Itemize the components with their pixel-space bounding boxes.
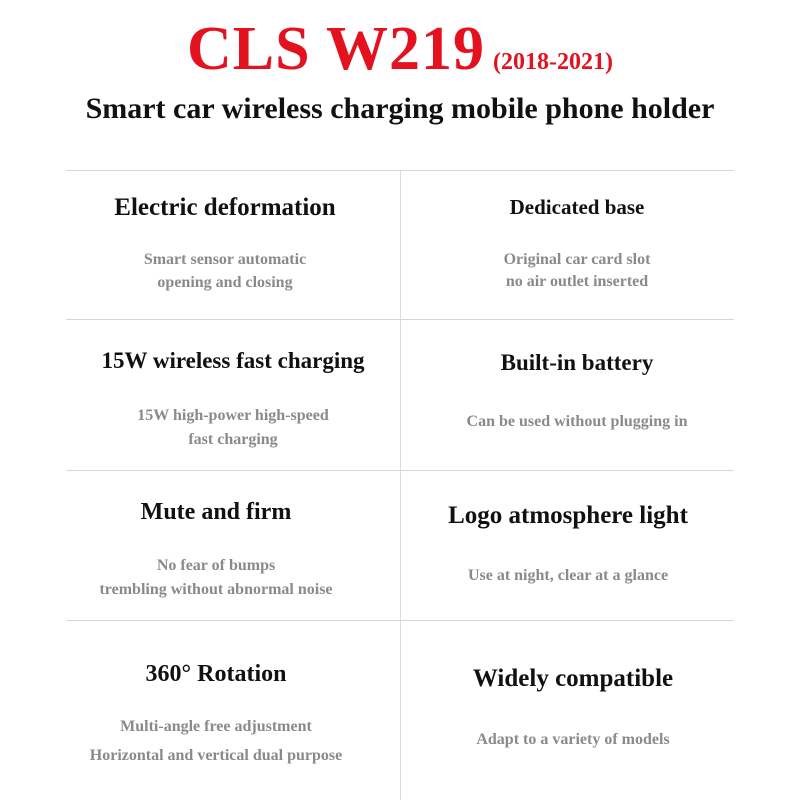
feature-desc-line: Can be used without plugging in [466, 413, 688, 430]
feature-grid [66, 170, 734, 800]
feature-title: 15W wireless fast charging [101, 348, 365, 373]
page-subtitle: Smart car wireless charging mobile phone holder [85, 92, 715, 125]
feature-desc-line: opening and closing [157, 274, 293, 291]
feature-desc-line: Smart sensor automatic [143, 251, 307, 268]
feature-dedicated-base [401, 170, 753, 319]
feature-desc-line: trembling without abnormal noise [99, 581, 333, 598]
feature-desc-line: No fear of bumps [156, 557, 276, 574]
feature-widely-compatible [401, 621, 745, 800]
feature-title: Electric deformation [114, 194, 336, 221]
feature-title: 360° Rotation [145, 661, 287, 687]
feature-title: Dedicated base [509, 195, 645, 219]
feature-electric-deformation [66, 170, 384, 319]
feature-desc-line: no air outlet inserted [505, 273, 649, 290]
feature-desc-line: Original car card slot [503, 251, 651, 268]
feature-desc-line: Use at night, clear at a glance [467, 567, 669, 584]
feature-mute-and-firm [66, 471, 366, 620]
feature-desc-line: Multi-angle free adjustment [120, 718, 312, 735]
feature-title: Logo atmosphere light [448, 502, 688, 529]
feature-desc-line: Adapt to a variety of models [476, 731, 670, 748]
feature-desc-line: Horizontal and vertical dual purpose [89, 747, 343, 764]
page-title [0, 14, 800, 85]
model-years: (2018-2021) [493, 49, 613, 75]
feature-title: Mute and firm [140, 499, 292, 525]
feature-title: Built-in battery [500, 350, 654, 375]
feature-title: Widely compatible [472, 665, 674, 692]
feature-360-rotation [66, 621, 366, 800]
feature-logo-light [401, 471, 735, 620]
feature-built-in-battery [401, 320, 753, 470]
feature-wireless-charging [66, 320, 400, 470]
model-name: CLS W219 [187, 15, 485, 83]
feature-desc-line: 15W high-power high-speed [137, 407, 329, 424]
feature-desc-line: fast charging [188, 431, 278, 448]
